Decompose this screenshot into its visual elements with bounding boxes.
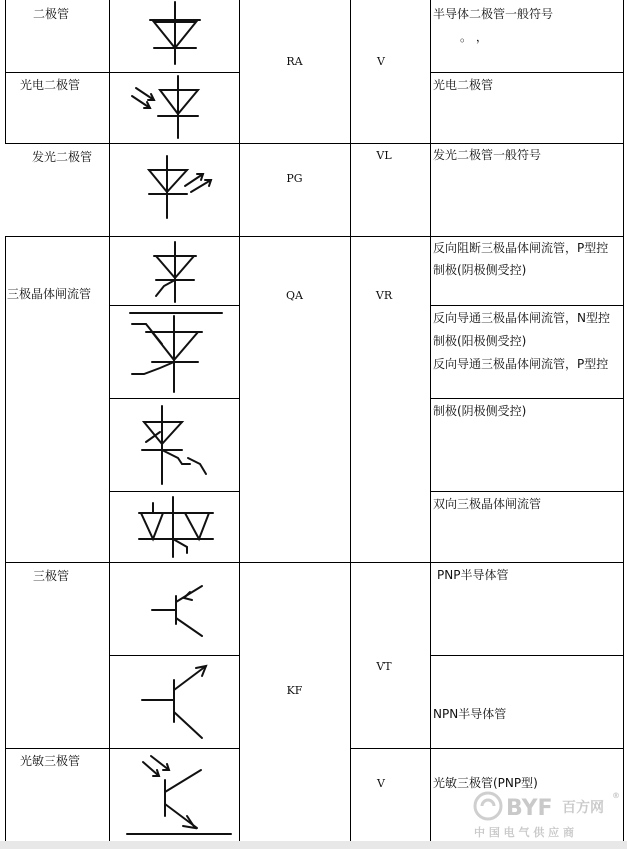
led-symbol — [135, 152, 225, 224]
byf-watermark-logo — [470, 784, 625, 842]
desc-thyristor-3a: 反向导通三极晶体闸流管，P型控 — [433, 357, 609, 371]
desc-thyristor-2a: 反向导通三极晶体闸流管，N型控 — [433, 311, 610, 325]
code-v-photo: V — [377, 777, 385, 790]
row-name-photodiode: 光电二极管 — [20, 78, 81, 92]
desc-thyristor-1b: 制极(阴极侧受控) — [433, 263, 527, 277]
pnp-transistor-symbol — [150, 582, 210, 642]
code-qa: QA — [286, 289, 303, 302]
phototransistor-symbol — [125, 752, 235, 838]
npn-transistor-symbol — [140, 660, 215, 742]
desc-triac: 双向三极晶体闸流管 — [433, 497, 542, 511]
diode-symbol — [140, 2, 210, 70]
thyristor-p-gate-symbol — [140, 240, 210, 304]
desc-led: 发光二极管一般符号 — [433, 148, 542, 162]
code-pg: PG — [286, 172, 303, 185]
desc-thyristor-1a: 反向阻断三极晶体闸流管，P型控 — [433, 241, 609, 255]
row-name-phototransistor: 光敏三极管 — [20, 754, 81, 768]
thyristor-reverse-p-gate-symbol — [130, 402, 220, 488]
desc-thyristor-3b: 制极(阴极侧受控) — [433, 404, 527, 418]
desc-npn: NPN半导体管 — [433, 707, 507, 721]
code-ra: RA — [286, 55, 303, 68]
watermark-tm: ® — [612, 791, 620, 800]
code-v: V — [377, 55, 385, 68]
row-name-led: 发光二极管 — [32, 150, 93, 164]
desc-phototransistor: 光敏三极管(PNP型) — [433, 776, 538, 790]
code-vl: VL — [376, 149, 392, 162]
row-name-transistor: 三极管 — [33, 569, 70, 583]
desc-diode-extra: 。 ， — [460, 30, 488, 44]
desc-pnp: PNP半导体管 — [437, 568, 509, 582]
code-kf: KF — [286, 684, 303, 697]
thyristor-n-gate-symbol — [112, 310, 237, 396]
desc-thyristor-2b: 制极(阳极侧受控) — [433, 334, 527, 348]
row-name-diode: 二极管 — [33, 7, 70, 21]
code-vt: VT — [376, 660, 392, 673]
footer-band — [0, 841, 627, 849]
watermark-brand-cn: 百方网 — [562, 800, 604, 816]
photodiode-symbol — [130, 74, 220, 142]
watermark-brand: BYF — [506, 796, 553, 821]
watermark-subtitle: 中 国 电 气 供 应 商 — [474, 826, 574, 839]
row-name-thyristor: 三极晶体闸流管 — [7, 287, 92, 301]
desc-diode: 半导体二极管一般符号 — [433, 7, 554, 21]
code-vr: VR — [375, 289, 393, 302]
triac-symbol — [133, 495, 223, 559]
desc-photodiode: 光电二极管 — [433, 78, 494, 92]
